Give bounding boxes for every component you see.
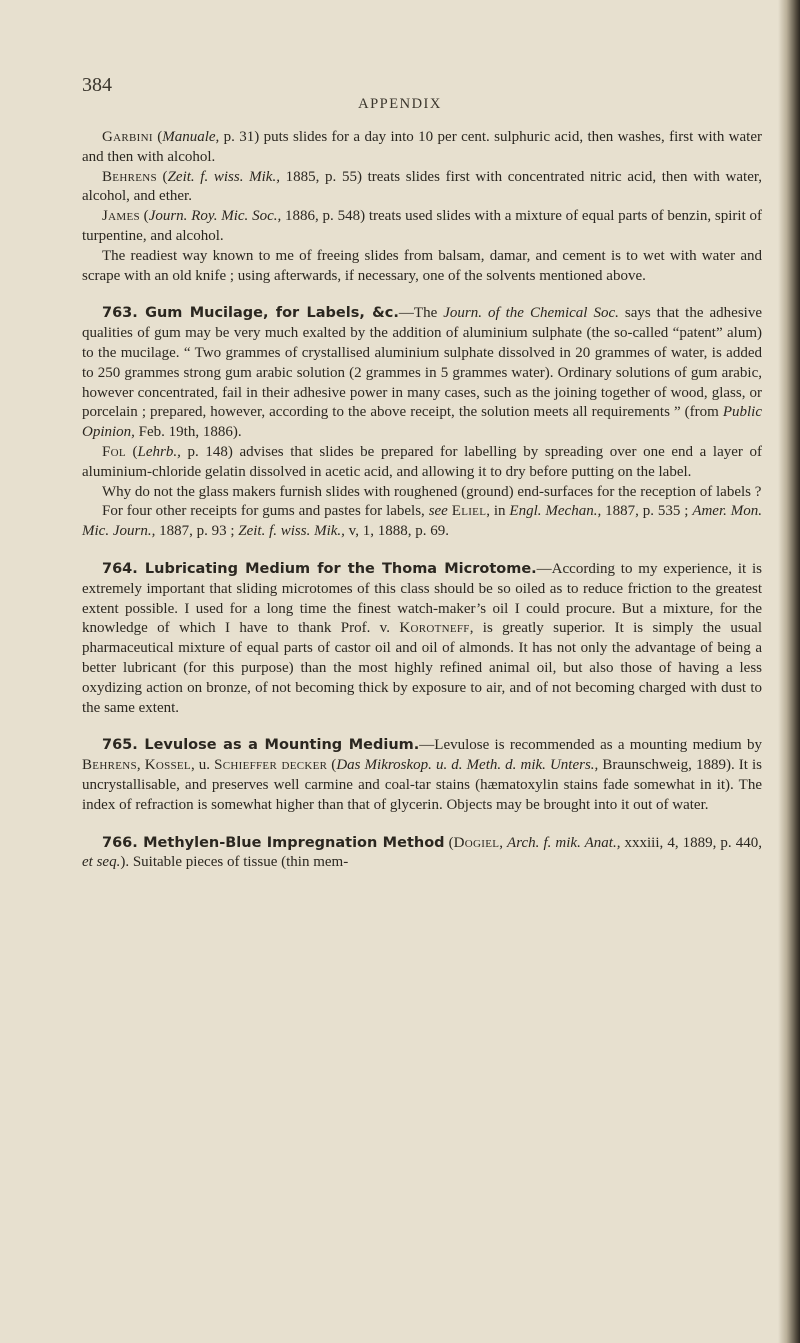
page-number: 384 [82, 74, 112, 96]
author-name: Behrens [82, 757, 137, 774]
author-name: Schieffer decker [214, 757, 328, 774]
paragraph-glass-makers [82, 483, 762, 503]
text-run: 1885, p. 55) treats slides first with concentrated nitric acid, then with water, alcohol, and ether. [82, 168, 763, 205]
text-run: p. 148) advises that slides be prepared for labelling by spreading over one end a layer of aluminium-chloride gelatin dissolved in acetic acid, and allowing it to dry before putting on the label. [82, 443, 763, 480]
section-763 [82, 304, 762, 443]
page-edge-shadow [778, 0, 800, 1343]
section-764 [82, 560, 762, 718]
citation: Lehrb., [137, 443, 181, 460]
text-run: For four other receipts for gums and pastes for labels, [102, 503, 429, 520]
section-heading: 764. Lubricating Medium for the Thoma Microtome. [102, 560, 537, 577]
text-run: says that the adhesive qualities of gum may be very much exalted by the addition of aluminium sulphate (the so-called “patent” alum) to the mucilage. “ Two grammes of crystallised aluminium sulphate dissolved in 20 grammes of water, is added to 250 grammes strong gum arabic solution (2 grammes in 5 grammes water). Ordinary solutions of gum arabic, however concentrated, fail in their adhesive power in many cases, such as the joining together of wood, glass, or porcelain ; prepared, however, according to the above receipt, the solution meets all requirements ” (from [82, 305, 762, 421]
author-name: James [102, 208, 140, 225]
text-run: ( [139, 208, 149, 225]
text-run: ( [125, 443, 138, 460]
paragraph-garbini [82, 128, 762, 168]
text-run: p. 31) puts slides for a day into 10 per cent. sulphuric acid, then washes, first with water and then with alcohol. [82, 129, 762, 165]
citation: Engl. Mechan., [509, 503, 602, 520]
citation: Zeit. f. wiss. Mik., [167, 168, 280, 185]
citation: Arch. f. mik. Anat., [507, 834, 621, 851]
see-reference: see [428, 503, 448, 520]
text-run: , [499, 834, 508, 851]
paragraph-behrens [82, 168, 762, 208]
author-name: Eliel [451, 503, 487, 520]
text-run: , in [486, 503, 510, 520]
text-run: Braunschweig, 1889). It is uncrystallisable, and preserves well carmine and coal-tar stains (hæmatoxylin stains fade somewhat in it). The index of refraction is somewhat higher than that of glycerin. Objects may be brought into it out of water. [82, 757, 763, 813]
paragraph-readiest-way [82, 247, 762, 287]
page-header [0, 0, 800, 112]
text-run: —According to my experience, it is extremely important that sliding microtomes of this class should be so oiled as to reduce friction to the greatest extent possible. I used for a long time the finest watch-maker’s oil I could procure. But a mixture, for the knowledge of which I have to thank Prof. v. [82, 560, 763, 637]
citation: Das Mikroskop. u. d. Meth. d. mik. Unters., [336, 757, 599, 774]
paragraph-fol [82, 443, 762, 483]
citation: Manuale, [162, 129, 220, 145]
text-run: Why do not the glass makers furnish slides with roughened (ground) end-surfaces for the reception of labels ? [102, 483, 762, 500]
text-run: , is greatly superior. It is simply the usual pharmaceutical mixture of equal parts of castor oil and oil of almonds. It has not only the advantage of being a better lubricant (for this purpose) than the most highly refined animal oil, but also those of having a less oxydizing action on bronze, of not becoming thick by exposure to air, and of not becoming charged with dust to the same extent. [82, 620, 762, 716]
section-heading: 765. Levulose as a Mounting Medium. [102, 737, 420, 754]
section-766 [82, 834, 762, 874]
citation: Amer. Mon. Mic. Journ., [82, 503, 763, 540]
author-name: Behrens [102, 168, 157, 185]
paragraph-james [82, 207, 762, 247]
body-text [82, 128, 762, 873]
citation: Public Opinion, [82, 404, 762, 441]
text-run: ( [327, 757, 337, 774]
citation: Zeit. f. wiss. Mik., [238, 523, 345, 540]
citation: et seq. [82, 854, 121, 871]
section-heading: 766. Methylen-Blue Impregnation Method [102, 834, 445, 851]
text-run: xxxiii, 4, 1889, p. 440, [620, 834, 762, 851]
text-run: , [136, 757, 145, 774]
text-run: ). Suitable pieces of tissue (thin mem- [120, 854, 349, 871]
text-run: 1886, p. 548) treats used slides with a mixture of equal parts of benzin, spirit of turpentine, and alcohol. [82, 208, 763, 244]
text-run: The readiest way known to me of freeing slides from balsam, damar, and cement is to wet with water and scrape with an old knife ; using afterwards, if necessary, one of the solvents mentioned above. [82, 247, 762, 284]
text-run: 1887, p. 93 ; [155, 523, 239, 540]
running-head: APPENDIX [358, 96, 442, 112]
author-name: Garbini [102, 129, 153, 145]
text-run: ( [156, 168, 168, 185]
citation: Journ. of the Chemical Soc. [443, 305, 619, 322]
text-run: 1887, p. 535 ; [601, 503, 693, 520]
author-name: Korotneff [399, 620, 470, 637]
text-run: Feb. 19th, 1886). [134, 424, 242, 441]
citation: Journ. Roy. Mic. Soc., [148, 208, 282, 225]
text-run: —The [398, 305, 444, 322]
text-run: ( [444, 834, 454, 851]
text-run: ( [152, 129, 163, 145]
text-run: —Levulose is recommended as a mounting medium by [419, 737, 763, 754]
section-heading: 763. Gum Mucilage, for Labels, &c. [102, 305, 399, 322]
paragraph-other-receipts [82, 502, 762, 542]
author-name: Kossel [144, 757, 191, 774]
text-run: v, 1, 1888, p. 69. [344, 523, 449, 540]
author-name: Dogiel [453, 834, 500, 851]
author-name: Fol [102, 443, 126, 460]
section-765 [82, 736, 762, 815]
text-run: , u. [190, 757, 215, 774]
